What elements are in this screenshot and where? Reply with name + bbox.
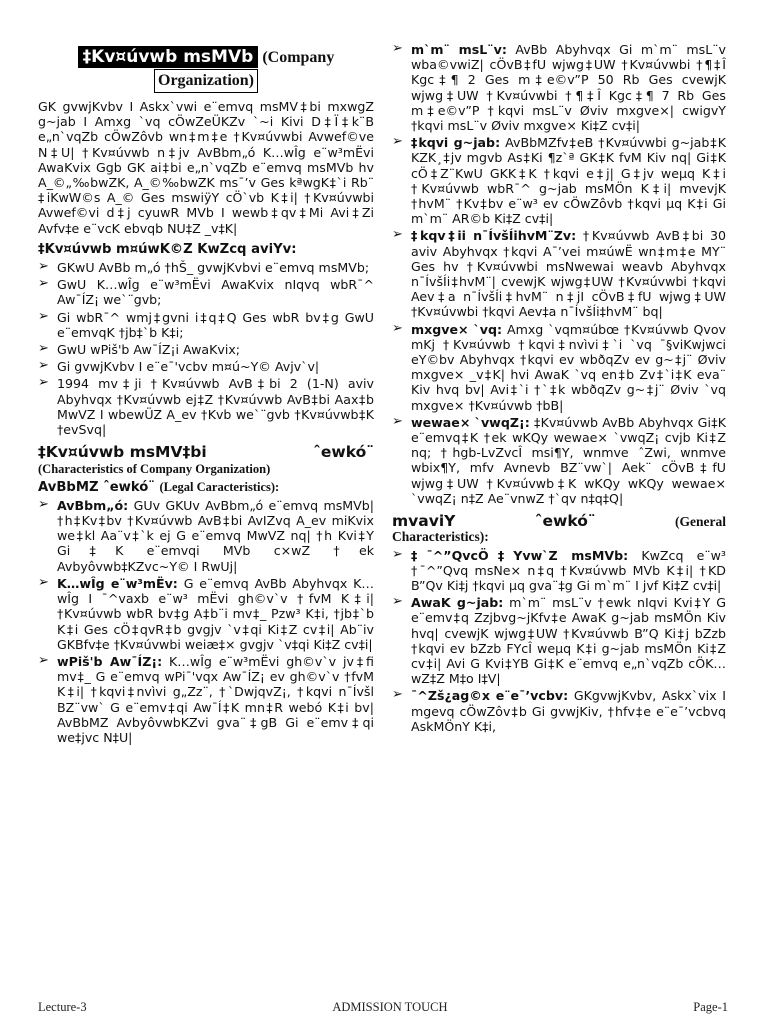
list-item: ➢ Gi wbR¯^ wmj‡gvni i‡q‡Q Ges wbR bv‡g GwU e¨emvqK †jb‡`b K‡i; (38, 308, 374, 340)
page-footer (38, 1000, 728, 1015)
section-heading-general-english: Characteristics): (392, 529, 489, 545)
document-title (38, 46, 374, 93)
footer-brand: ADMISSION TOUCH (332, 1000, 448, 1014)
list-item: ➢ GwU K…wÎg e¨w³mËvi AwaKvix nIqvq wbR¯^ Aw¯ÍZ¡ we`¨gvb; (38, 276, 374, 308)
arrow-bullet-icon: ➢ (392, 134, 403, 150)
list-item: ➢ ‡kqv‡ii n¯ÍvšÍihvM¨Zv: †Kv¤úvwb AvB‡bi 30 aviv Abyhvqx †kqvi A¯’vei m¤úwË wn‡m‡e MY¨ Ges hv †Kv¤úvwbi msNwewai weavb Abyhvqx n¯ÍvšÍi‡hvM¨| cvewjK wjwg‡UW †Kv¤úvwbi †kqvi Aev‡a n¯ÍvšÍi‡hvM¨ n‡jI cÖvB‡fU wjwg‡UW †Kv¤úvwbi †kqvi Aev‡a n¯ÍvšÍi‡hvM¨ bq| (392, 227, 726, 320)
arrow-bullet-icon: ➢ (392, 546, 403, 562)
arrow-bullet-icon: ➢ (38, 574, 49, 590)
arrow-bullet-icon: ➢ (392, 320, 403, 336)
list-item: ➢ GwU wPiš'b Aw¯ÍZ¡i AwaKvix; (38, 341, 241, 358)
intro-paragraph: GK gvwjKvbv I Askx`vwi e¨emvq msMV‡bi mxwgZ g~jab I Amxg `vq cÖwZeÜKZv `~i Kivi D‡Ï‡k¨B e„n`vqZb cÖwZôvb wn‡m‡e †Kv¤úvwbi Avwef©ve N‡U| †Kv¤úvwb n‡jv AvBbm„ó K…wÎg e¨w³mËvi AwaKvix Ggb GK ai‡bi e„n`vqZb e¨emvq msMVb hv A_©„‰bwZK, A_©‰bwZK ms¯’v Ges kªwgK‡`i Rb¨ ‡iKwW©s A_© Ges mswiÿY cÖ`vb K‡i| †Kv¤úvwbi Avwef©vi d‡j cyuwR MVb I wewb‡qv‡Mi Avi‡Zi Avfv‡e e¨vcK ebvqb NU‡Z _v‡K| (38, 99, 374, 236)
section-heading-concepts: ‡Kv¤úvwb m¤úwK©Z KwZcq aviYv: (38, 241, 297, 257)
section-heading-english: (Characteristics of Company Organization) (38, 462, 271, 477)
list-item: ➢ mxgve× `vq: Amxg `vqm¤úbœ †Kv¤úvwb Qvov mKj †Kv¤úvwb †kqvi‡nvìvi‡`i `vq ¯§viKwjwci eY©bv Abyhvqx †kqvi ev wbðqZv ev g~‡j¨ Øviv mxgve× _v‡K| hvi AwaK `vq en‡b Zv‡`i‡K eva¨ Kiv hvq bv| Avi‡`i †`‡k wbðqZv g~‡j¨ Øviv `vq mxgve× †Kv¤úvwb †bB| (392, 320, 727, 413)
section-heading-general: mvaviY ˆewkó¨ (General (392, 512, 726, 531)
arrow-bullet-icon: ➢ (38, 308, 49, 324)
arrow-bullet-icon: ➢ (392, 41, 403, 56)
title-main: ‡Kv¤úvwb msMVb (78, 46, 259, 68)
concepts-list (38, 260, 374, 437)
list-item: ➢ m`m¨ msL¨v: AvBb Abyhvqx Gi m`m¨ msL¨v wba©vwiZ| cÖvB‡fU wjwg‡UW †Kv¤úvwbi †¶‡Î Kgc‡¶ 2 Ges m‡e©v”P 50 Rb Ges cvewjK wjwg‡UW †Kv¤úvwbi †¶‡Î Kgc‡¶ 7 Rb Ges m‡e©v”P †kqvi msL¨v Øviv mxgve×| cwigvY †kqvi msL¨v Øviv mxgve× Ki‡Z cv‡i| (392, 41, 726, 134)
section-heading-characteristics: ‡Kv¤úvwb msMV‡bi ˆewkó¨ (38, 443, 374, 462)
list-item: ➢ 1994 mv‡ji †Kv¤úvwb AvB‡bi 2 (1-N) aviv Abyhvqx †Kv¤úvwb ej‡Z †Kv¤úvwb AvB‡bi Aax‡b MwVZ I wbewÜZ A_ev †Kvb we`¨gvb †Kv¤úvwb‡K †evSvq| (38, 375, 374, 438)
footer-lecture: Lecture-3 (38, 1000, 87, 1014)
arrow-bullet-icon: ➢ (38, 496, 49, 512)
list-item: ➢ Gi gvwjKvbv I e¨e¯'vcbv m¤ú~Y© Avjv`v| (38, 358, 320, 375)
right-column (392, 42, 726, 736)
footer-page-number: Page-1 (693, 1000, 728, 1014)
list-item: ➢ GKwU AvBb m„ó †hŠ_ gvwjKvbvi e¨emvq msMVb; (38, 259, 370, 276)
list-item: ➢ wewae× `vwqZ¡: ‡Kv¤úvwb AvBb Abyhvqx Gi‡K e¨emvq‡K †ek wKQy wewae× `vwqZ¡ cvjb Ki‡Z nq; †hgb-LvZvcÎ msi¶Y, wnmve ˆZwi, wnmve wbix¶Y, mfv Avnevb BZ¨vw`| Aek¨ cÖvB‡fU wjwg‡UW †Kv¤úvwb‡K wKQy wKQy wewae× `vwqZ¡ n‡Z Ae¨vnwZ †`qv n‡q‡Q| (392, 413, 726, 506)
list-item: ➢ wPiš'b Aw¯ÍZ¡: K…wÎg e¨w³mËvi gh©v`v jv‡fi mv‡_ G e¨emvq wPi¯'vqx Aw¯ÍZ¡ ev gh©v`v †fvM K‡i| †kqvi‡nvìvi g„Zz¨, †`DwjqvZ¡, †kqvi n¯Ívšl BZ¨vw` G e¨emv‡qi Aw¯Í‡K mn‡R webó K‡i bv| AvBbMZ AvbyôvwbKZvi gva¨‡gB Gi e¨emv‡qi we‡jvc N‡U| (38, 652, 374, 745)
general-characteristics-list (392, 548, 726, 734)
list-item: ➢ AwaK g~jab: m`m¨ msL¨v †ewk nIqvi Kvi‡Y G e¨emv‡q Zzjbvg~jKfv‡e AwaK g~jab msMÖn Kiv hvq| cvewjK wjwg‡UW †Kv¤úvwb B”Q Ki‡j bZzb †kqvi ev bZzb FYcÎ weµq K‡i g~jab msMÖn Ki‡Z cv‡i| Avi G Kvi‡YB Gi‡K e¨emvq e„n`vqZb cÖK… wZ‡Z M‡o I‡V| (392, 594, 726, 687)
arrow-bullet-icon: ➢ (38, 276, 49, 292)
list-item: ➢ ¯^Zš¿ag©x e¨e¯’vcbv: GKgvwjKvbv, Askx`vix I mgevq cÖwZôv‡b Gi gvwjKiv, †hfv‡e e¨e¯’vcbvq AskMÖnY K‡i, (392, 687, 726, 734)
list-item: ➢ ‡¯^”QvcÖ‡Yvw`Z msMVb: KwZcq e¨w³ †¯^”Qvq msNe× n‡q †Kv¤úvwb MVb K‡i| †KD B”Qv Ki‡j †kqvi µq gva¨‡g Gi m`m¨ I jvf Ki‡Z cv‡i| (392, 546, 726, 593)
list-item: ➢ K…wÎg e¨w³mËv: G e¨emvq AvBb Abyhvqx K…wÎg I ¯^vaxb e¨w³ mËvi gh©v`v †fvM K‡i| †Kv¤úvwb wbR bv‡g A‡b¨i mv‡_ Pzw³ K‡i, †jb‡`b K‡i Ges cÖ‡qvR‡b gvgjv `v‡qi Ki‡Z cv‡i| Ab¨iv GKBfv‡e †Kv¤úvwbi weiæ‡× gvgjv `v‡qi Ki‡Z cv‡i| (38, 574, 374, 652)
arrow-bullet-icon: ➢ (38, 358, 49, 374)
arrow-bullet-icon: ➢ (38, 259, 49, 275)
arrow-bullet-icon: ➢ (38, 652, 49, 668)
arrow-bullet-icon: ➢ (38, 341, 49, 357)
legal-characteristics-list (38, 498, 374, 745)
arrow-bullet-icon: ➢ (38, 375, 49, 391)
arrow-bullet-icon: ➢ (392, 413, 403, 429)
list-item: ➢ AvBbm„ó: GUv GKUv AvBbm„ó e¨emvq msMVb| †h‡Kv‡bv †Kv¤úvwb AvB‡bi AvIZvq A_ev miKvix we‡kl Aa¨v‡`k ej G e¨emvq MwVZ nq| †h Kvi‡Y Gi‡K e¨emvqi MVb c×wZ †ek Avbyôvwb‡KZvc~Y© I RwUj| (38, 496, 374, 574)
title-sub-1: (Company (262, 49, 335, 66)
legal-characteristics-list-cont (392, 42, 726, 506)
arrow-bullet-icon: ➢ (392, 594, 403, 610)
arrow-bullet-icon: ➢ (392, 687, 403, 703)
subheading-legal: AvBbMZ ˆewkó¨ (Legal Caracteristics): (38, 479, 280, 495)
title-sub-2: Organization) (154, 69, 258, 93)
list-item: ➢ ‡kqvi g~jab: AvBbMZfv‡eB †Kv¤úvwbi g~jab‡K KZK¸‡jv mgvb As‡Ki ¶z`ª GK‡K fvM Kiv nq| Gi‡K cÖ‡Z¨KwU GKK‡K †kqvi e‡j| G‡jv weµq K‡i †Kv¤úvwb wbR¯^ g~jab msMÖn K‡i| mvevjK †hvM¨ †Kv‡bv e¨w³ ev cÖwZôvb †kqvi µq K‡i Gi m`m¨ AR©b Ki‡Z cv‡i| (392, 134, 726, 227)
left-column (38, 42, 374, 747)
arrow-bullet-icon: ➢ (392, 227, 403, 243)
